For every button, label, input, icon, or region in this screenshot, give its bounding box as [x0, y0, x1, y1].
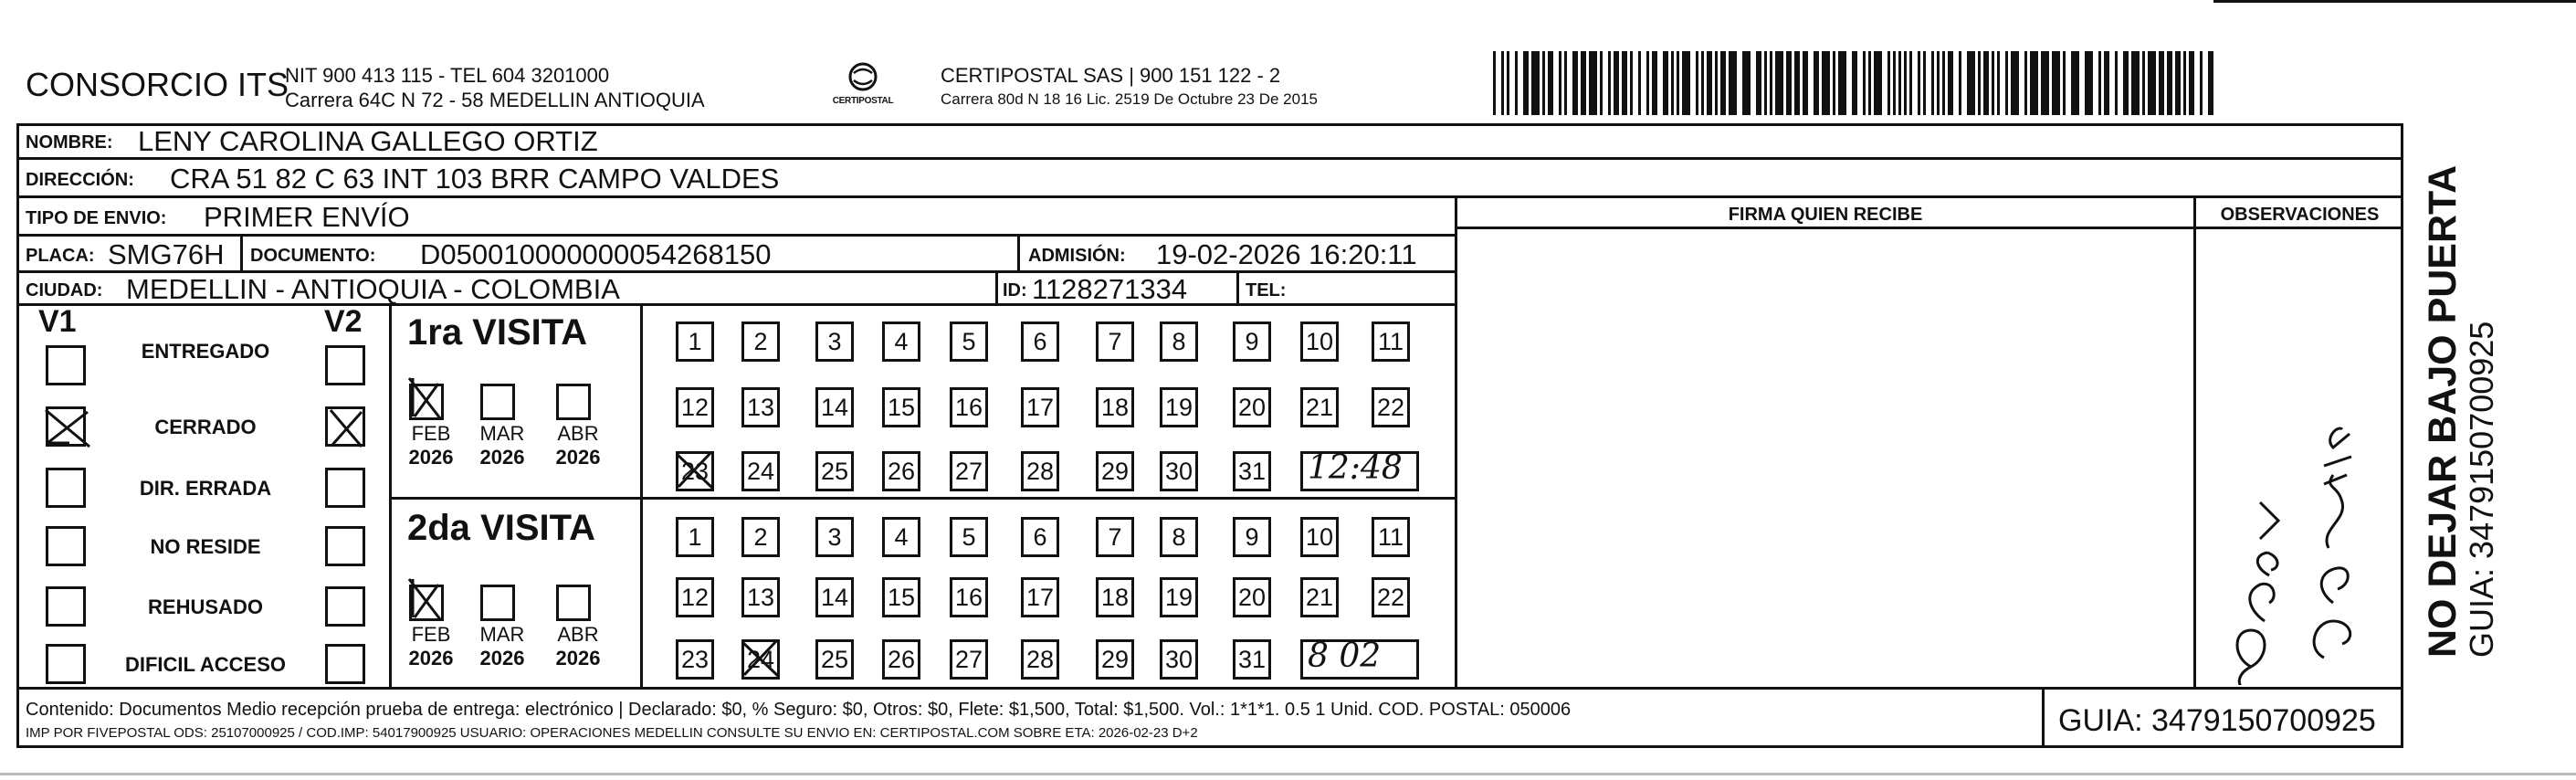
barcode-bar — [2148, 51, 2156, 115]
barcode-bar — [1803, 51, 1808, 115]
visit2-year-label: 2026 — [408, 647, 454, 669]
visit1-day-box[interactable]: 7 — [1096, 321, 1134, 362]
side-text — [2422, 146, 2504, 658]
barcode-bar — [2189, 51, 2194, 115]
barcode-bar — [2123, 51, 2129, 115]
visit2-month-label: ABR — [557, 623, 599, 646]
visit1-day-box[interactable]: 19 — [1160, 387, 1198, 427]
visit1-day-box[interactable]: 29 — [1096, 451, 1134, 491]
visit2-time-handwritten: 8 02 — [1308, 638, 1382, 675]
visit2-month-checkbox[interactable] — [480, 585, 515, 621]
barcode-bar — [1614, 51, 1619, 115]
barcode-bar — [2041, 51, 2049, 115]
barcode-bar — [1542, 51, 1545, 115]
status-label: ENTREGADO — [141, 340, 270, 363]
visit1-year-label: 2026 — [408, 446, 454, 469]
footer-contenido: Contenido: Documentos Medio recepción prueba de entrega: electrónico | Declarado: $0, % Seguro: $0, Otros: $0, Flete: $1,500, Total: $1,500. Vol.: 1*1*1. 0.5 1 Unid. COD. POSTAL: 050006 — [26, 700, 1572, 720]
barcode-bar — [1677, 51, 1679, 115]
barcode-bar — [2085, 51, 2093, 115]
barcode-bar — [1983, 51, 1989, 115]
barcode-bar — [1931, 51, 1934, 115]
barcode-bar — [1874, 51, 1882, 115]
certipostal-line2: Carrera 80d N 18 16 Lic. 2519 De Octubre 23 De 2015 — [941, 90, 1318, 108]
barcode-bar — [1600, 51, 1603, 115]
observaciones-header — [2196, 198, 2403, 229]
visit1-day-box[interactable]: 18 — [1096, 387, 1134, 427]
barcode-bar — [1531, 51, 1540, 115]
documento-label: DOCUMENTO: — [250, 246, 376, 266]
visit2-day-box[interactable]: 30 — [1160, 639, 1198, 680]
barcode-bar — [1814, 51, 1819, 115]
visit1-day-box[interactable]: 2 — [741, 321, 780, 362]
visit2-month-label: FEB — [411, 623, 451, 646]
barcode-bar — [1942, 51, 1945, 115]
barcode-bar — [1923, 51, 1926, 115]
barcode-bar — [1671, 51, 1674, 115]
visit2-day-check-mark — [739, 637, 784, 682]
guia-box: GUIA: 3479150700925 — [2058, 703, 2376, 738]
tipo-label: TIPO DE ENVIO: — [26, 208, 167, 228]
v2-check-mark — [325, 406, 371, 452]
visit1-month-check-mark — [405, 376, 451, 422]
visit2-day-box[interactable]: 15 — [882, 577, 920, 617]
barcode-bar — [2159, 51, 2164, 115]
visit1-day-box[interactable]: 24 — [741, 451, 780, 491]
barcode-bar — [1663, 51, 1668, 115]
status-label: DIR. ERRADA — [139, 477, 272, 500]
company-line1: NIT 900 413 115 - TEL 604 3201000 — [285, 64, 610, 87]
visit2-day-box[interactable]: 21 — [1300, 577, 1339, 617]
barcode-bar — [1978, 51, 1981, 115]
id-value: 1128271334 — [1032, 273, 1188, 305]
visit2-day-box[interactable]: 16 — [950, 577, 988, 617]
visit1-day-box[interactable]: 22 — [1372, 387, 1410, 427]
barcode-bar — [1572, 51, 1578, 115]
visit2-day-box[interactable]: 8 — [1160, 517, 1198, 557]
nombre-label: NOMBRE: — [26, 132, 113, 153]
visit2-day-box[interactable]: 5 — [950, 517, 988, 557]
barcode-bar — [2183, 51, 2186, 115]
visit1-day-box[interactable]: 3 — [815, 321, 854, 362]
barcode-bar — [1794, 51, 1800, 115]
visit2-day-box[interactable]: 4 — [882, 517, 920, 557]
visit1-day-box[interactable]: 31 — [1233, 451, 1271, 491]
visit1-day-box[interactable]: 16 — [950, 387, 988, 427]
barcode-bar — [1909, 51, 1912, 115]
visit2-day-box[interactable]: 7 — [1096, 517, 1134, 557]
visit1-day-box[interactable]: 13 — [741, 387, 780, 427]
visit2-title: 2da VISITA — [407, 508, 595, 548]
barcode-bar — [1501, 51, 1504, 115]
visit1-day-box[interactable]: 21 — [1300, 387, 1339, 427]
visit2-day-box[interactable]: 20 — [1233, 577, 1271, 617]
barcode-bar — [1608, 51, 1611, 115]
barcode-bar — [1652, 51, 1657, 115]
visit2-day-box[interactable]: 14 — [815, 577, 854, 617]
barcode-bar — [2005, 51, 2008, 115]
visit1-day-box[interactable]: 30 — [1160, 451, 1198, 491]
barcode-bar — [2071, 51, 2079, 115]
visit2-day-box[interactable]: 23 — [676, 639, 714, 680]
observaciones-label: OBSERVACIONES — [2220, 205, 2380, 225]
barcode-bar — [1893, 51, 1896, 115]
visit1-day-box[interactable]: 8 — [1160, 321, 1198, 362]
tipo-row — [16, 198, 1457, 237]
ciudad-value: MEDELLIN - ANTIOQUIA - COLOMBIA — [126, 273, 620, 305]
barcode-bar — [2131, 51, 2140, 115]
guia-box-divider — [2042, 687, 2045, 748]
visit2-month-label: MAR — [479, 623, 525, 646]
visit1-day-box[interactable]: 25 — [815, 451, 854, 491]
firma-header — [1457, 198, 2193, 229]
visit1-day-box[interactable]: 5 — [950, 321, 988, 362]
barcode-bar — [1756, 51, 1761, 115]
visit2-day-box[interactable]: 11 — [1372, 517, 1410, 557]
top-border-line — [2213, 0, 2576, 3]
documento-value: D050010000000054268150 — [420, 238, 772, 270]
status-label: NO RESIDE — [150, 535, 261, 558]
barcode-bar — [2200, 51, 2203, 115]
barcode-bar — [1696, 51, 1698, 115]
visit2-day-box[interactable]: 26 — [882, 639, 920, 680]
bottom-edge — [0, 773, 2576, 775]
id-label: ID: — [1003, 280, 1027, 300]
v1-label: V1 — [38, 304, 77, 339]
visit1-day-box[interactable]: 15 — [882, 387, 920, 427]
certipostal-logo-icon — [845, 62, 881, 91]
side-guia: GUIA: 3479150700925 — [2463, 321, 2500, 658]
company-name: CONSORCIO ITS — [26, 66, 289, 103]
visit1-day-box[interactable]: 26 — [882, 451, 920, 491]
barcode-bar — [1770, 51, 1772, 115]
no-dejar-bajo-puerta: NO DEJAR BAJO PUERTA — [2421, 164, 2465, 658]
id-divider — [995, 273, 998, 306]
visit2-day-box[interactable]: 22 — [1372, 577, 1410, 617]
visit1-month-label: MAR — [479, 422, 525, 445]
visit1-year-label: 2026 — [479, 446, 525, 469]
ciudad-label: CIUDAD: — [26, 280, 103, 300]
visit2-day-box[interactable]: 28 — [1021, 639, 1059, 680]
visit1-month-checkbox[interactable] — [480, 384, 515, 420]
barcode-bar — [1515, 51, 1518, 115]
visit1-day-box[interactable]: 23 — [676, 451, 714, 491]
barcode-bar — [2142, 51, 2145, 115]
barcode — [1493, 51, 2224, 119]
visit1-month-label: ABR — [557, 422, 599, 445]
visit2-day-box[interactable]: 31 — [1233, 639, 1271, 680]
visit2-day-box[interactable]: 13 — [741, 577, 780, 617]
nombre-row — [16, 123, 2403, 160]
visit1-year-label: 2026 — [555, 446, 601, 469]
barcode-bar — [1786, 51, 1792, 115]
placa-value: SMG76H — [108, 238, 225, 270]
barcode-bar — [2104, 51, 2109, 115]
status-label: CERRADO — [154, 416, 257, 438]
placa-label: PLACA: — [26, 246, 95, 266]
visit1-day-box[interactable]: 20 — [1233, 387, 1271, 427]
barcode-bar — [1742, 51, 1751, 115]
visit-split-line — [392, 497, 1455, 500]
barcode-bar — [2011, 51, 2019, 115]
visit2-day-box[interactable]: 27 — [950, 639, 988, 680]
barcode-bar — [1904, 51, 1907, 115]
barcode-bar — [1918, 51, 1920, 115]
direccion-value: CRA 51 82 C 63 INT 103 BRR CAMPO VALDES — [170, 163, 780, 195]
admision-divider — [1017, 237, 1020, 273]
visit1-day-box[interactable]: 9 — [1233, 321, 1271, 362]
visit1-day-box[interactable]: 1 — [676, 321, 714, 362]
visit2-month-check-mark — [405, 577, 451, 623]
barcode-bar — [1937, 51, 1940, 115]
barcode-bar — [1992, 51, 1994, 115]
nombre-value: LENY CAROLINA GALLEGO ORTIZ — [138, 125, 598, 157]
visit2-day-box[interactable]: 6 — [1021, 517, 1059, 557]
tipo-value: PRIMER ENVÍO — [204, 201, 410, 233]
visit1-day-box[interactable]: 11 — [1372, 321, 1410, 362]
barcode-bar — [1959, 51, 1961, 115]
visit1-time-handwritten: 12:48 — [1308, 449, 1403, 487]
visit2-day-box[interactable]: 19 — [1160, 577, 1198, 617]
barcode-bar — [1701, 51, 1704, 115]
barcode-bar — [1822, 51, 1830, 115]
visit2-day-box[interactable]: 25 — [815, 639, 854, 680]
visit1-day-box[interactable]: 6 — [1021, 321, 1059, 362]
certipostal-line1: CERTIPOSTAL SAS | 900 151 122 - 2 — [941, 64, 1281, 87]
barcode-bar — [1863, 51, 1866, 115]
footer-imp: IMP POR FIVEPOSTAL ODS: 25107000925 / COD.IMP: 54017900925 USUARIO: OPERACIONES MEDELLIN CONSULTE SU ENVIO EN: CERTIPOSTAL.COM SOBRE ETA: 2026-02-23 D+2 — [26, 725, 1198, 741]
visit1-day-box[interactable]: 17 — [1021, 387, 1059, 427]
certipostal-logo — [826, 62, 899, 110]
visit2-day-box[interactable]: 17 — [1021, 577, 1059, 617]
barcode-bar — [1707, 51, 1712, 115]
barcode-bar — [1852, 51, 1857, 115]
barcode-bar — [2063, 51, 2066, 115]
visit1-title: 1ra VISITA — [407, 312, 588, 353]
barcode-bar — [1622, 51, 1627, 115]
barcode-bar — [1715, 51, 1718, 115]
tel-label: TEL: — [1246, 280, 1287, 300]
barcode-bar — [1646, 51, 1649, 115]
signature — [2196, 329, 2403, 685]
barcode-bar — [1548, 51, 1553, 115]
barcode-bar — [1887, 51, 1890, 115]
barcode-bar — [2024, 51, 2027, 115]
barcode-bar — [2030, 51, 2038, 115]
barcode-bar — [2167, 51, 2172, 115]
direccion-row — [16, 160, 2403, 198]
visit2-day-box[interactable]: 2 — [741, 517, 780, 557]
company-line2: Carrera 64C N 72 - 58 MEDELLIN ANTIOQUIA — [285, 89, 705, 111]
barcode-bar — [1493, 51, 1496, 115]
visit1-day-box[interactable]: 10 — [1300, 321, 1339, 362]
barcode-bar — [2208, 51, 2213, 115]
visit2-day-box[interactable]: 29 — [1096, 639, 1134, 680]
placa-row — [16, 237, 1457, 273]
tel-divider — [1236, 273, 1239, 306]
visit2-day-box[interactable]: 18 — [1096, 577, 1134, 617]
visit1-day-check-mark — [673, 448, 719, 494]
barcode-bar — [1581, 51, 1586, 115]
barcode-bar — [1898, 51, 1901, 115]
barcode-bar — [1630, 51, 1633, 115]
v2-label: V2 — [324, 304, 363, 339]
barcode-bar — [1838, 51, 1846, 115]
barcode-bar — [2052, 51, 2060, 115]
visit2-day-box[interactable]: 9 — [1233, 517, 1271, 557]
barcode-bar — [1507, 51, 1509, 115]
visit1-month-label: FEB — [411, 422, 451, 445]
direccion-label: DIRECCIÓN: — [26, 170, 134, 190]
barcode-bar — [2098, 51, 2101, 115]
barcode-bar — [1764, 51, 1767, 115]
visit1-day-box[interactable]: 12 — [676, 387, 714, 427]
visit1-month-checkbox[interactable] — [556, 384, 591, 420]
ciudad-row — [16, 273, 1457, 306]
barcode-bar — [1523, 51, 1529, 115]
firma-label: FIRMA QUIEN RECIBE — [1728, 205, 1923, 225]
visit2-day-box[interactable]: 12 — [676, 577, 714, 617]
placa-divider — [240, 237, 243, 273]
v1-check-mark — [42, 406, 97, 452]
barcode-bar — [1682, 51, 1690, 115]
barcode-bar — [1564, 51, 1567, 115]
visit1-day-box[interactable]: 4 — [882, 321, 920, 362]
visit1-day-box[interactable]: 28 — [1021, 451, 1059, 491]
barcode-bar — [1638, 51, 1641, 115]
admision-label: ADMISIÓN: — [1028, 246, 1126, 266]
visit2-day-box[interactable]: 3 — [815, 517, 854, 557]
visit2-year-label: 2026 — [555, 647, 601, 669]
visit2-day-box[interactable]: 24 — [741, 639, 780, 680]
barcode-bar — [1948, 51, 1953, 115]
barcode-bar — [1868, 51, 1871, 115]
barcode-bar — [1559, 51, 1561, 115]
visit1-day-box[interactable]: 14 — [815, 387, 854, 427]
barcode-bar — [2115, 51, 2118, 115]
status-label: REHUSADO — [148, 596, 263, 618]
visit2-month-checkbox[interactable] — [556, 585, 591, 621]
status-label: DIFICIL ACCESO — [124, 653, 286, 676]
visit2-day-box[interactable]: 1 — [676, 517, 714, 557]
barcode-bar — [1997, 51, 2000, 115]
barcode-bar — [1589, 51, 1597, 115]
barcode-bar — [2175, 51, 2181, 115]
certipostal-logo-text: CERTIPOSTAL — [832, 96, 894, 106]
barcode-bar — [1775, 51, 1783, 115]
barcode-bar — [1833, 51, 1835, 115]
barcode-bar — [1720, 51, 1726, 115]
admision-value: 19-02-2026 16:20:11 — [1156, 238, 1417, 270]
barcode-bar — [1729, 51, 1737, 115]
visit1-day-box[interactable]: 27 — [950, 451, 988, 491]
barcode-bar — [1967, 51, 1975, 115]
visit2-year-label: 2026 — [479, 647, 525, 669]
visit2-day-box[interactable]: 10 — [1300, 517, 1339, 557]
visit-month-divider — [640, 306, 643, 687]
